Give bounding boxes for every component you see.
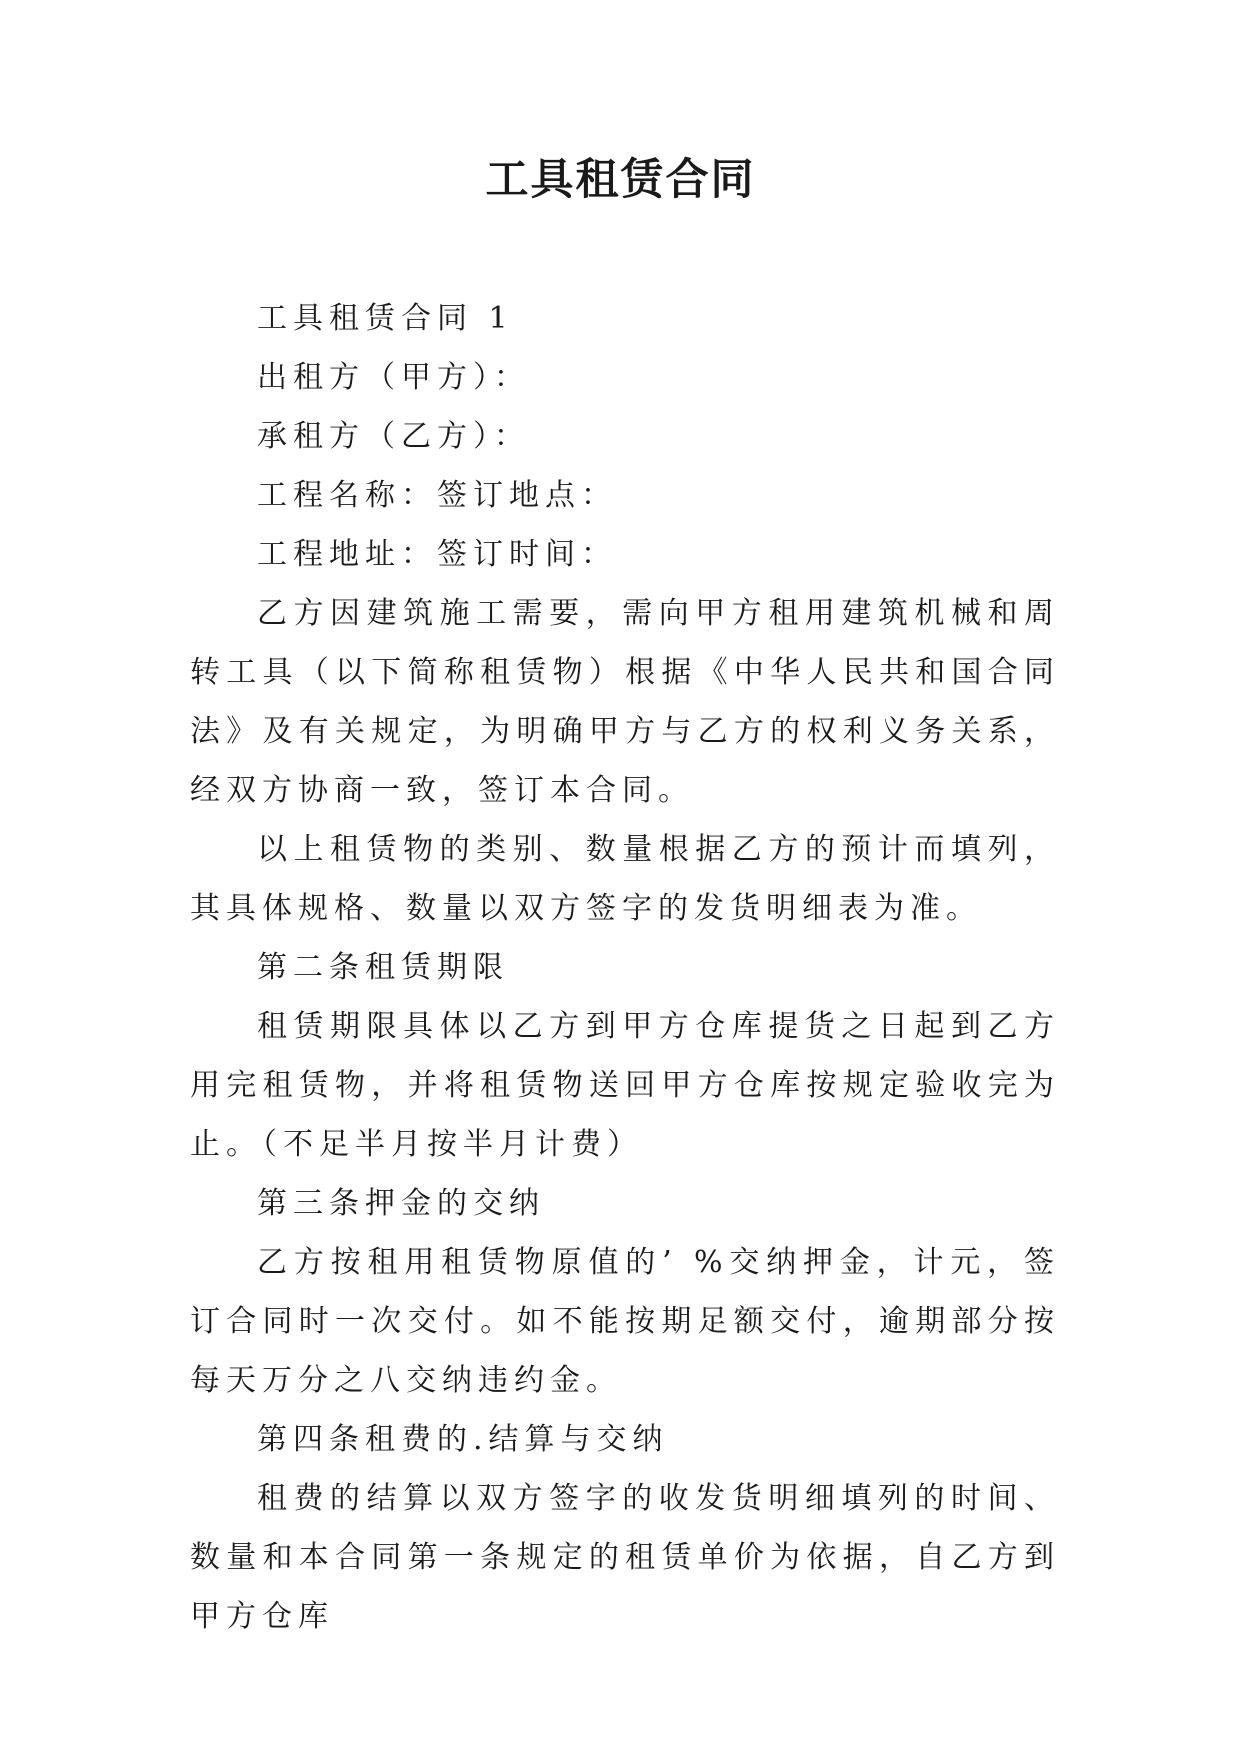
paragraph-project-address: 工程地址：签订时间： [257, 537, 617, 572]
paragraph-contract-number: 工具租赁合同 1 [257, 301, 514, 336]
document-title: 工具租赁合同 [485, 155, 756, 205]
paragraph-item-scope: 以上租赁物的类别、数量根据乙方的预计而填列，其具体规格、数量以双方签字的发货明细表为准。 [190, 832, 1060, 926]
heading-article-3: 第三条押金的交纳 [257, 1186, 545, 1221]
paragraph-preamble: 乙方因建筑施工需要，需向甲方租用建筑机械和周转工具（以下简称租赁物）根据《中华人民共和国合同法》及有关规定，为明确甲方与乙方的权利义务关系，经双方协商一致，签订本合同。 [190, 596, 1060, 808]
paragraph-settlement: 租费的结算以双方签字的收发货明细填列的时间、数量和本合同第一条规定的租赁单价为依据，自乙方到甲方仓库 [190, 1481, 1060, 1634]
paragraph-deposit: 乙方按租用租赁物原值的’ %交纳押金，计元，签订合同时一次交付。如不能按期足额交付，逾期部分按每天万分之八交纳违约金。 [190, 1245, 1060, 1398]
heading-article-4: 第四条租费的.结算与交纳 [257, 1422, 669, 1457]
paragraph-lease-term: 租赁期限具体以乙方到甲方仓库提货之日起到乙方用完租赁物，并将租赁物送回甲方仓库按规定验收完为止。（不足半月按半月计费） [190, 1009, 1060, 1162]
paragraph-lessor: 出租方（甲方）： [257, 360, 530, 395]
paragraph-project-name: 工程名称：签订地点： [257, 478, 617, 513]
paragraph-lessee: 承租方（乙方）： [257, 419, 530, 454]
document-body [190, 289, 1060, 1646]
heading-article-2: 第二条租赁期限 [257, 950, 509, 985]
